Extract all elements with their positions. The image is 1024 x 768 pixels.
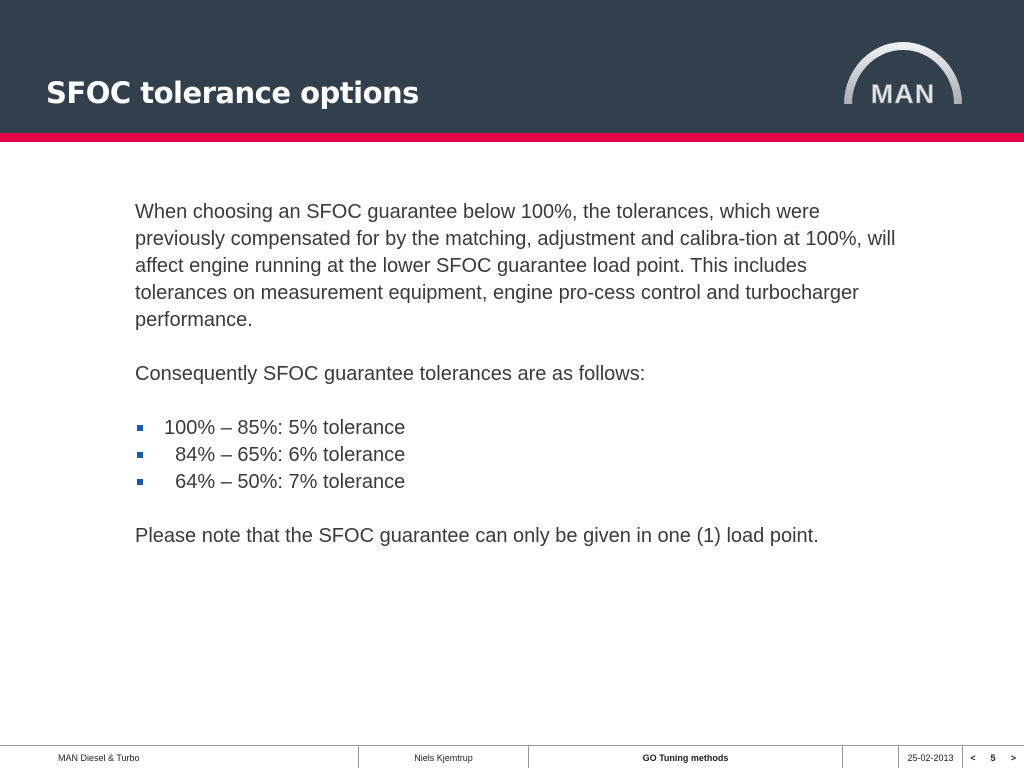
- page-number: 5: [990, 753, 996, 763]
- list-item-text: 64% – 50%: 7% tolerance: [164, 471, 406, 493]
- footer-bar: [0, 745, 1024, 768]
- bullet-icon: [137, 479, 143, 485]
- intro-paragraph: When choosing an SFOC guarantee below 100%, the tolerances, which were previously compensated for by the matching, adjustment and calibra-tion at 100%, will affect engine running at the lower SFOC guarantee load point. This includes tolerances on measurement equipment, engine pro-cess control and turbocharger performance.: [135, 201, 896, 331]
- tolerance-list: [135, 415, 905, 496]
- lead-in-paragraph: Consequently SFOC guarantee tolerances are as follows:: [135, 363, 646, 385]
- list-item-text: 100% – 85%: 5% tolerance: [164, 417, 406, 439]
- footer-author: Niels Kjemtrup: [359, 746, 529, 768]
- note-paragraph: Please note that the SFOC guarantee can only be given in one (1) load point.: [135, 525, 819, 547]
- footer-empty-cell: [843, 746, 899, 768]
- slide-title: SFOC tolerance options: [46, 76, 419, 110]
- list-item: [135, 415, 905, 442]
- footer-company: MAN Diesel & Turbo: [0, 746, 359, 768]
- bullet-icon: [137, 425, 143, 431]
- slide-body: [135, 199, 905, 550]
- man-logo-icon: [838, 34, 968, 110]
- footer-topic: GO Tuning methods: [529, 746, 843, 768]
- bullet-icon: [137, 452, 143, 458]
- prev-slide-button[interactable]: <: [970, 753, 976, 763]
- next-slide-button[interactable]: >: [1010, 753, 1017, 763]
- list-item: [135, 469, 905, 496]
- header-accent-stripe: [0, 133, 1024, 142]
- list-item: [135, 442, 905, 469]
- logo-wordmark: MAN: [870, 79, 936, 109]
- footer-date: 25-02-2013: [899, 746, 963, 768]
- list-item-text: 84% – 65%: 6% tolerance: [164, 444, 406, 466]
